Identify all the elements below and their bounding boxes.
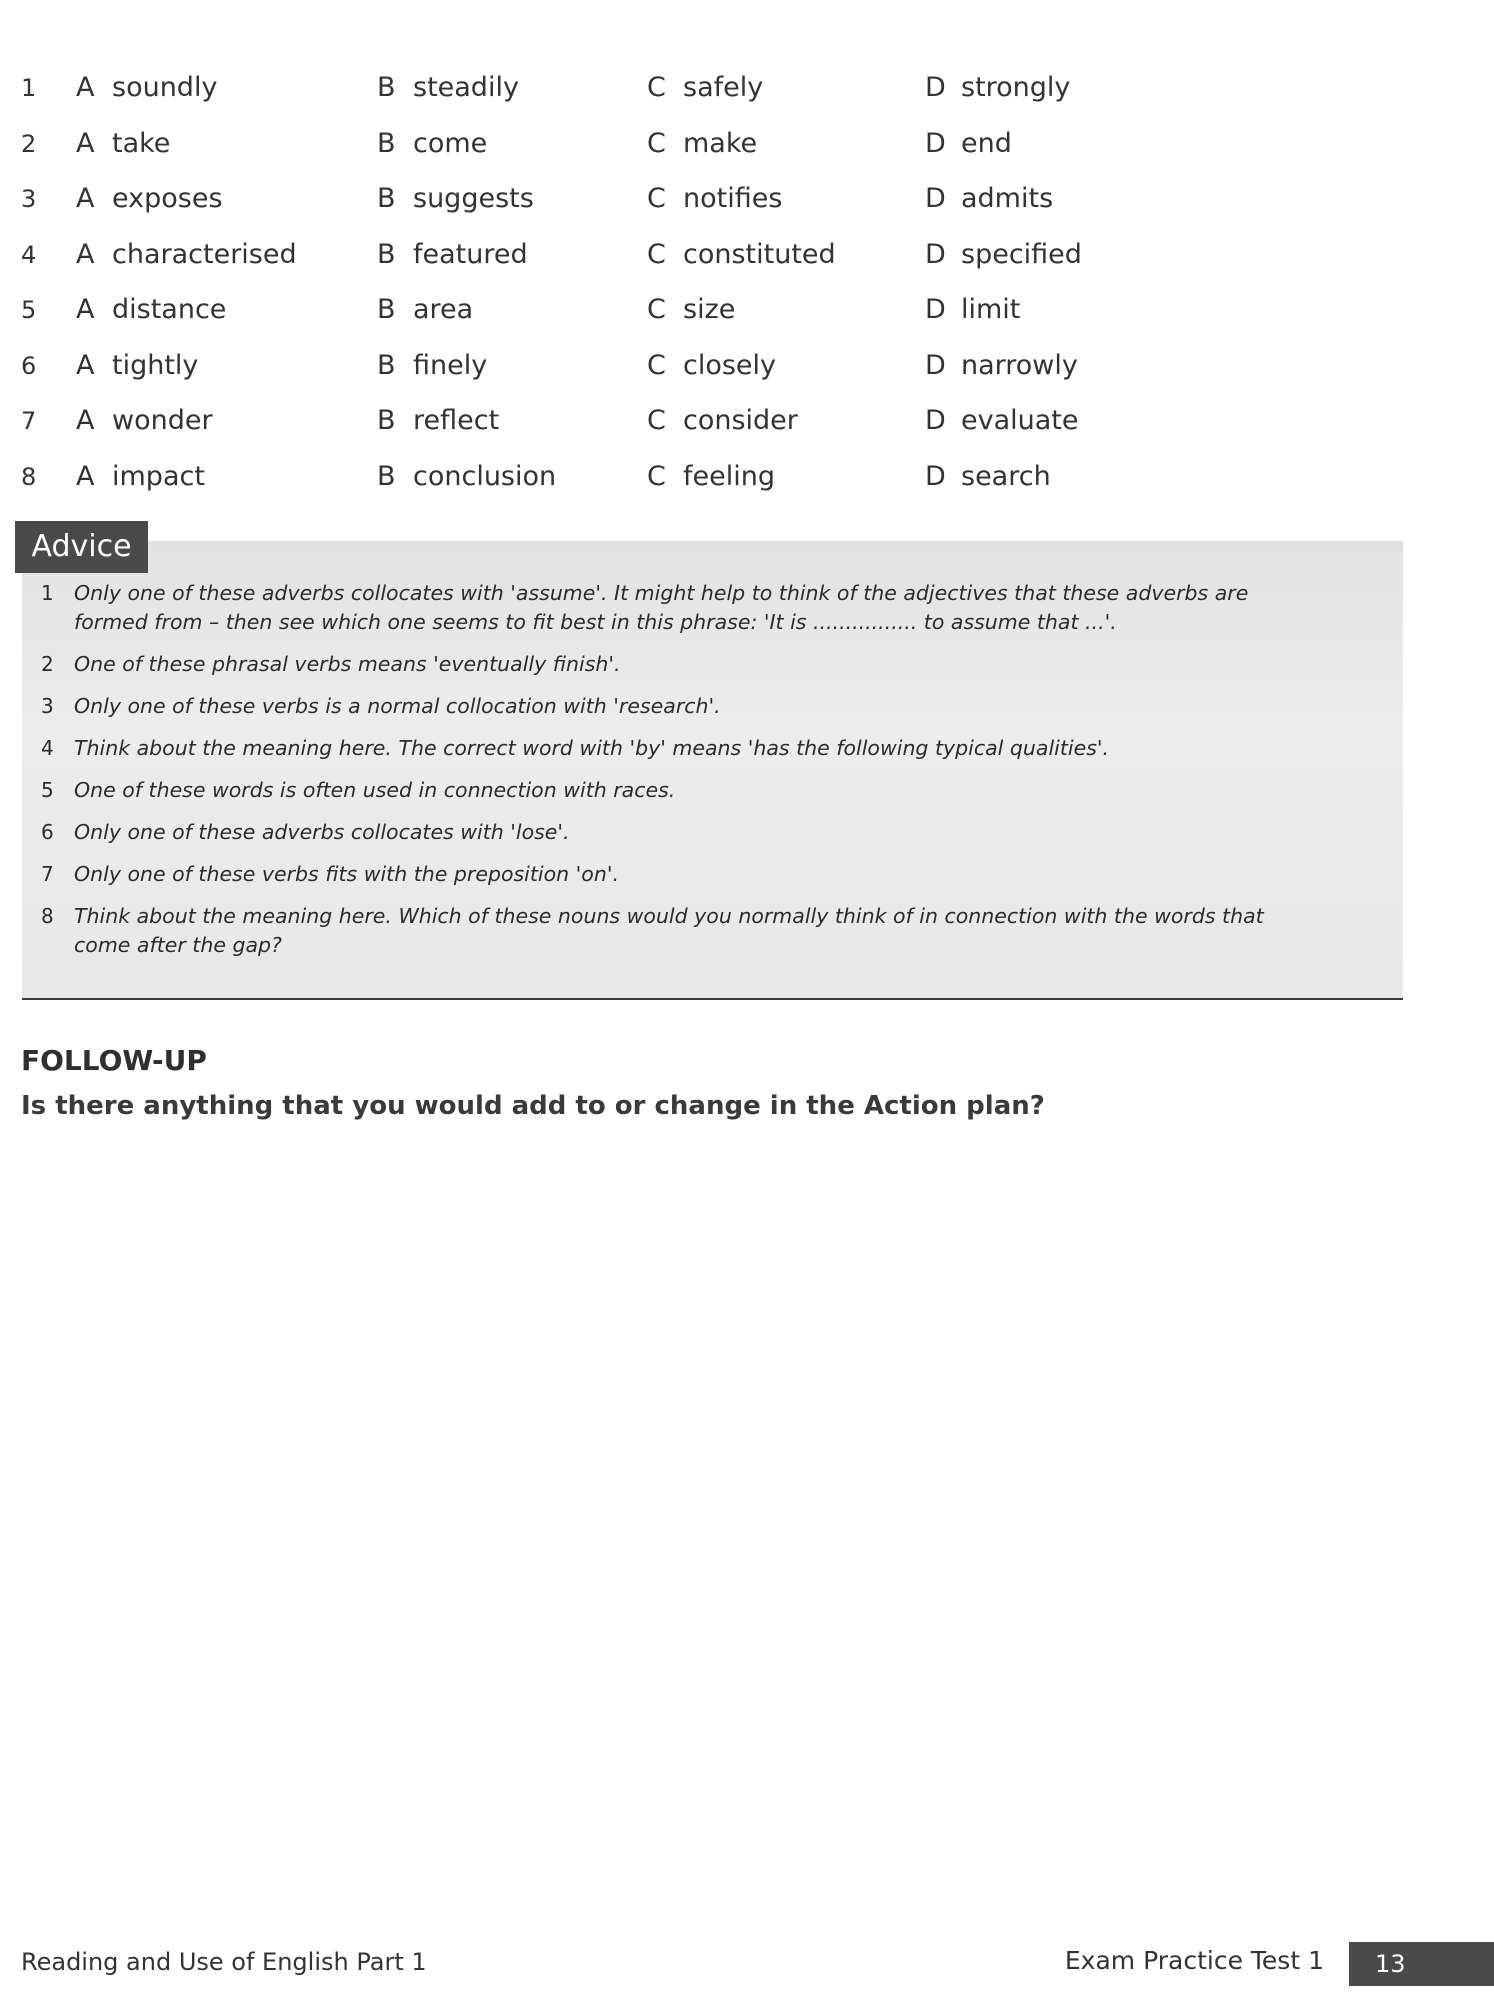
option-letter: A	[76, 405, 95, 436]
question-row	[0, 453, 1494, 509]
question-row	[0, 231, 1494, 287]
tip-text: Only one of these verbs fits with the preposition 'on'.	[74, 862, 619, 886]
option-letter: C	[647, 72, 666, 103]
advice-tip	[22, 579, 1403, 637]
tip-text: Think about the meaning here. Which of these nouns would you normally think of in connection with the words that come after the gap?	[74, 904, 1264, 957]
advice-tip	[22, 692, 1403, 721]
option-word: suggests	[413, 183, 534, 214]
option-letter: C	[647, 127, 666, 159]
option-d	[925, 231, 1082, 279]
option-word: evaluate	[961, 405, 1079, 436]
option-letter: B	[377, 72, 396, 103]
tip-text: Only one of these adverbs collocates with 'assume'. It might help to think of the adjectives that these adverbs are formed from – then see which one seems to fit best in this phrase: 'It is ................ to assume that ...'.	[74, 581, 1249, 634]
option-a	[76, 286, 226, 334]
option-word: search	[961, 460, 1051, 492]
option-word: specified	[961, 238, 1082, 270]
option-c	[647, 453, 775, 501]
option-word: soundly	[112, 72, 218, 103]
question-number: 1	[21, 74, 37, 102]
footer-test-label: Exam Practice Test 1	[1064, 1946, 1324, 1975]
option-word: notifies	[683, 183, 783, 214]
option-a	[76, 342, 198, 390]
option-b	[377, 342, 487, 390]
option-word: safely	[683, 72, 764, 103]
option-b	[377, 120, 487, 168]
tip-number: 7	[41, 862, 54, 886]
question-number: 8	[21, 462, 37, 491]
option-letter: D	[925, 238, 946, 270]
tip-number: 3	[41, 694, 54, 718]
option-d	[925, 453, 1051, 501]
option-d	[925, 175, 1053, 223]
option-letter: D	[925, 72, 946, 103]
option-d	[925, 286, 1020, 334]
option-letter: C	[647, 294, 666, 325]
question-row	[0, 175, 1494, 231]
option-word: featured	[413, 238, 528, 270]
option-letter: D	[925, 183, 946, 214]
advice-tip	[22, 734, 1403, 763]
question-row	[0, 120, 1494, 176]
option-word: limit	[961, 294, 1021, 325]
option-word: constituted	[683, 238, 836, 270]
option-word: feeling	[683, 460, 775, 492]
followup-question: Is there anything that you would add to or change in the Action plan?	[21, 1091, 1045, 1121]
option-c	[647, 120, 757, 168]
option-letter: A	[76, 127, 95, 159]
option-d	[925, 397, 1079, 445]
option-b	[377, 175, 534, 223]
advice-tip	[22, 650, 1403, 679]
option-letter: B	[377, 349, 396, 381]
option-b	[377, 397, 499, 445]
option-word: make	[683, 127, 758, 159]
option-word: impact	[112, 460, 205, 492]
option-word: reflect	[413, 405, 500, 436]
tip-text: Think about the meaning here. The correct word with 'by' means 'has the following typical qualities'.	[74, 736, 1110, 760]
option-letter: C	[647, 405, 666, 436]
option-a	[76, 231, 297, 279]
option-word: end	[961, 127, 1012, 159]
option-letter: A	[76, 238, 95, 270]
question-number: 5	[21, 296, 37, 324]
question-number: 3	[21, 185, 37, 213]
option-word: conclusion	[413, 460, 557, 492]
option-letter: D	[925, 460, 946, 492]
option-b	[377, 64, 519, 112]
question-row	[0, 397, 1494, 453]
option-letter: B	[377, 294, 396, 325]
tip-number: 8	[41, 904, 54, 928]
option-d	[925, 64, 1070, 112]
tip-text: One of these phrasal verbs means 'eventually finish'.	[74, 652, 621, 676]
option-letter: B	[377, 405, 396, 436]
question-row	[0, 64, 1494, 120]
option-c	[647, 286, 735, 334]
option-word: narrowly	[961, 349, 1078, 381]
option-letter: D	[925, 349, 946, 381]
option-word: size	[683, 294, 736, 325]
tip-number: 2	[41, 652, 54, 676]
advice-tips-list	[22, 579, 1403, 973]
option-c	[647, 64, 763, 112]
tip-text: Only one of these adverbs collocates with 'lose'.	[74, 820, 570, 844]
option-d	[925, 120, 1012, 168]
option-b	[377, 286, 473, 334]
option-word: exposes	[112, 183, 223, 214]
option-letter: D	[925, 127, 946, 159]
footer-section-title: Reading and Use of English Part 1	[21, 1948, 427, 1976]
option-word: consider	[683, 405, 798, 436]
option-letter: A	[76, 460, 95, 492]
option-a	[76, 120, 170, 168]
option-word: strongly	[961, 72, 1071, 103]
option-letter: C	[647, 349, 666, 381]
option-letter: B	[377, 238, 396, 270]
tip-number: 5	[41, 778, 54, 802]
option-word: area	[413, 294, 474, 325]
option-d	[925, 342, 1078, 390]
option-c	[647, 342, 776, 390]
option-a	[76, 397, 213, 445]
option-word: finely	[413, 349, 488, 381]
option-letter: A	[76, 72, 95, 103]
option-letter: B	[377, 460, 396, 492]
advice-tip	[22, 902, 1403, 960]
option-letter: D	[925, 405, 946, 436]
option-word: admits	[961, 183, 1054, 214]
option-word: characterised	[112, 238, 297, 270]
option-letter: C	[647, 460, 666, 492]
option-c	[647, 397, 798, 445]
question-row	[0, 286, 1494, 342]
question-number: 4	[21, 240, 37, 269]
tip-text: Only one of these verbs is a normal collocation with 'research'.	[74, 694, 721, 718]
question-number: 6	[21, 351, 37, 380]
option-word: wonder	[112, 405, 213, 436]
advice-heading: Advice	[15, 521, 148, 573]
tip-text: One of these words is often used in connection with races.	[74, 778, 676, 802]
option-word: come	[413, 127, 488, 159]
question-number: 2	[21, 129, 37, 158]
option-word: steadily	[413, 72, 519, 103]
option-letter: D	[925, 294, 946, 325]
advice-box	[22, 541, 1403, 1000]
option-c	[647, 231, 836, 279]
option-c	[647, 175, 782, 223]
option-a	[76, 64, 217, 112]
option-letter: B	[377, 127, 396, 159]
option-letter: C	[647, 238, 666, 270]
advice-tip	[22, 776, 1403, 805]
option-word: distance	[112, 294, 227, 325]
option-a	[76, 175, 223, 223]
option-word: take	[112, 127, 171, 159]
option-letter: A	[76, 349, 95, 381]
tip-number: 6	[41, 820, 54, 844]
followup-title: FOLLOW-UP	[21, 1044, 207, 1077]
option-letter: A	[76, 183, 95, 214]
option-a	[76, 453, 205, 501]
option-letter: A	[76, 294, 95, 325]
question-options	[0, 64, 1494, 508]
option-b	[377, 453, 556, 501]
tip-number: 4	[41, 736, 54, 760]
advice-tip	[22, 860, 1403, 889]
option-b	[377, 231, 528, 279]
tip-number: 1	[41, 581, 54, 605]
option-letter: C	[647, 183, 666, 214]
page-number: 13	[1349, 1942, 1494, 1986]
option-word: tightly	[112, 349, 199, 381]
advice-tip	[22, 818, 1403, 847]
question-number: 7	[21, 407, 37, 435]
question-row	[0, 342, 1494, 398]
option-letter: B	[377, 183, 396, 214]
option-word: closely	[683, 349, 777, 381]
